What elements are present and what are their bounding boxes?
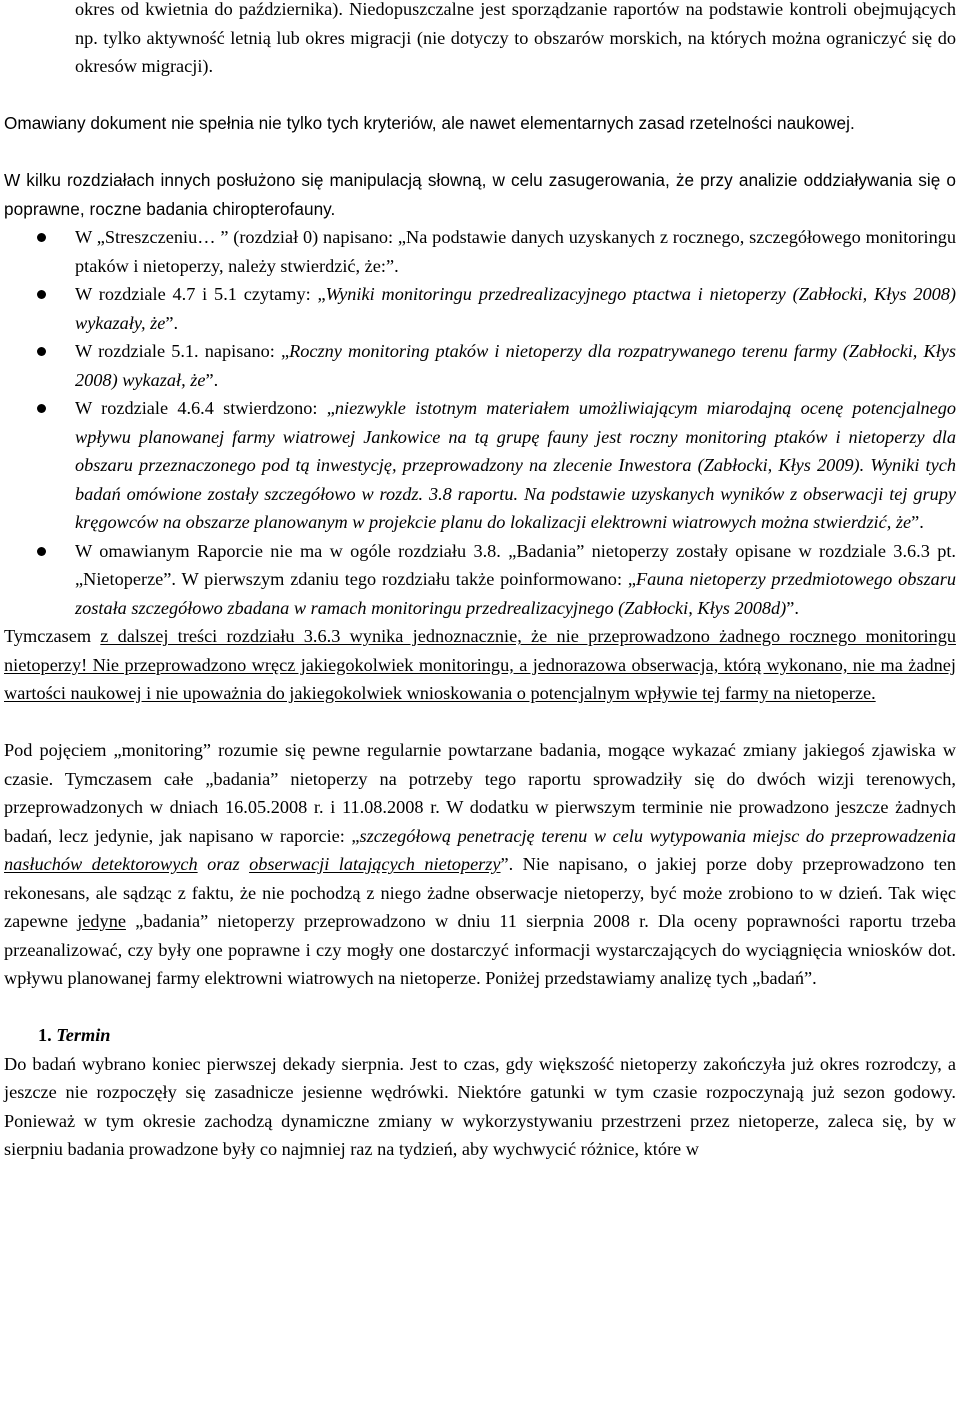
list-item-text: ”.: [165, 312, 179, 333]
quote-text-underlined: [4, 854, 198, 874]
section-title: Termin: [56, 1025, 111, 1045]
list-item-text: W rozdziale 4.7 i 5.1 czytamy: „: [75, 284, 326, 304]
quote-text-underlined: [249, 854, 500, 874]
list-item: [4, 537, 956, 623]
list-item: [4, 280, 956, 337]
section-number: 1.: [38, 1025, 52, 1045]
section-heading: [4, 1021, 956, 1050]
quote-list: [4, 223, 956, 622]
list-item-text: ”.: [786, 597, 799, 618]
quote-text: oraz: [197, 854, 250, 874]
paragraph-monitoring-periods: okres od kwietnia do października). Niedopuszczalne jest sporządzanie raportów na podstawie kontroli obejmujących np. tylko aktywność letnią lub okres migracji (nie dotyczy to obszarów morskich, na których można ograniczyć się do okresów migracji).: [75, 0, 956, 76]
paragraph-monitoring-definition: [4, 736, 956, 993]
list-item-text: W „Streszczeniu… ” (rozdział 0) napisano: „Na podstawie danych uzyskanych z rocznego, szczegółowego monitoringu ptaków i nietoperzy, należy stwierdzić, że:”.: [75, 227, 956, 276]
paragraph-lead: Tymczasem: [4, 626, 101, 646]
bullet-icon: [37, 347, 46, 356]
list-item-text: ”.: [911, 512, 924, 532]
bullet-icon: [37, 290, 46, 299]
paragraph-criteria: Omawiany dokument nie spełnia nie tylko tych kryteriów, ale nawet elementarnych zasad rzetelności naukowej.: [4, 113, 855, 133]
bullet-icon: [37, 547, 46, 556]
paragraph-no-monitoring: [4, 622, 956, 708]
paragraph-term: Do badań wybrano koniec pierwszej dekady sierpnia. Jest to czas, gdy większość nietoperzy zakończyła już okres rozrodczy, a jeszcze nie rozpoczęły się zasadnicze jesienne wędrówki. Niektóre gatunki w tym czasie rozpoczynają już sezon godowy. Ponieważ w tym okresie zachodzą dynamiczne zmiany w wykorzystywaniu przestrzeni przez nietoperze, zaleca się, by w sierpniu badania prowadzone były co najmniej raz na tydzień, aby wychwycić różnice, które w: [4, 1053, 956, 1159]
list-item: [4, 394, 956, 537]
list-item-text: W omawianym Raporcie nie ma w ogóle rozdziału 3.8. „Badania” nietoperzy zostały opisane w rozdziale 3.6.3 pt. „Nietoperze”. W pierwszym zdaniu tego rozdziału także poinformowano: „: [75, 540, 956, 589]
underlined-statement: z dalszej treści rozdziału 3.6.3 wynika jednoznacznie, że nie przeprowadzono żadnego rocznego monitoringu nietoperzy! Nie przeprowadzono wręcz jakiegokolwiek monitoringu, a jednorazowa obserwacja, którą wykonano, nie ma żadnej wartości naukowej i nie upoważnia do jakiegokolwiek wnioskowania o potencjalnym wpływie tej farmy na nietoperze.: [4, 626, 956, 703]
spacer: [4, 993, 956, 1022]
quote-text: niezwykle istotnym materiałem umożliwiającym miarodajną ocenę potencjalnego wpływu planowanej farmy wiatrowej Jankowice na tą grupę fauny jest roczny monitoring ptaków i nietoperzy dla obszaru przeznaczonego pod tą inwestycję, przeprowadzony na zlecenie Inwestora (Zabłocki, Kłys 2009). Wyniki tych badań omówione zostały szczegółowo w rozdz. 3.8 raportu. Na podstawie uzyskanych wyników z obserwacji tej grupy kręgowców na obszarze planowanym w projekcie planu do lokalizacji elektrowni wiatrowych można stwierdzić, że: [75, 398, 956, 532]
list-item-text: ”.: [205, 369, 219, 390]
bullet-icon: [37, 404, 46, 413]
list-item-text: W rozdziale 4.6.4 stwierdzono: „: [75, 398, 335, 418]
bullet-icon: [37, 233, 46, 242]
list-item: [4, 337, 956, 394]
underlined-phrase: obserwacji latających nietoperzy: [249, 854, 501, 874]
list-item: [4, 223, 956, 280]
paragraph-text: Pod pojęciem „monitoring” rozumie się pewne regularnie powtarzane badania, mogące wykazać zmiany jakiegoś zjawiska w czasie. Tymczasem całe „badania” nietoperzy na potrzeby tego raportu sprowadziły się do dwóch wizji terenowych, przeprowadzonych w dniach 16.05.2008 r. i 11.08.2008 r. W dodatku w pierwszym terminie nie prowadzono jeszcze żadnych badań, lecz jedynie, jak napisano w raporcie: „: [4, 740, 956, 846]
quote-text: szczegółową penetrację terenu w celu wytypowania miejsc do przeprowadzenia: [359, 825, 956, 846]
paragraph-text: „badania” nietoperzy przeprowadzono w dniu 11 sierpnia 2008 r. Dla oceny poprawności raportu trzeba przeanalizować, czy były one poprawne i czy mogły one dostarczyć informacji wystarczających do wyciągnięcia wniosków dot. wpływu planowanej farmy elektrowni wiatrowych na nietoperze. Poniżej przedstawiamy analizę tych „badań”.: [4, 911, 956, 988]
list-item-text: W rozdziale 5.1. napisano: „: [75, 341, 290, 361]
document-page: [4, 0, 956, 1164]
underlined-phrase: nasłuchów detektorowych: [4, 854, 198, 874]
spacer: [4, 81, 956, 110]
underlined-word: jedyne: [77, 911, 126, 931]
spacer: [4, 138, 956, 167]
spacer: [4, 708, 956, 737]
paragraph-manipulation: W kilku rozdziałach innych posłużono się manipulacją słowną, w celu zasugerowania, że przy analizie oddziaływania się o poprawne, roczne badania chiropterofauny.: [4, 170, 956, 219]
quote-text: Roczny monitoring ptaków i nietoperzy dla rozpatrywanego terenu farmy (Zabłocki, Kłys 2008) wykazał, że: [75, 341, 956, 390]
quote-text: Fauna nietoperzy przedmiotowego obszaru została szczegółowo zbadana w ramach monitoringu przedrealizacyjnego (Zabłocki, Kłys 2008d): [75, 569, 956, 618]
quote-text: Wyniki monitoringu przedrealizacyjnego ptactwa i nietoperzy (Zabłocki, Kłys 2008) wykazały, że: [75, 284, 956, 333]
paragraph-text: ”. Nie napisano, o jakiej porze doby przeprowadzono ten rekonesans, ale sądząc z faktu, że nie pochodzą z niego żadne obserwacje nietoperzy, być może zrobiono to w dzień. Tak więc zapewne: [4, 854, 956, 931]
